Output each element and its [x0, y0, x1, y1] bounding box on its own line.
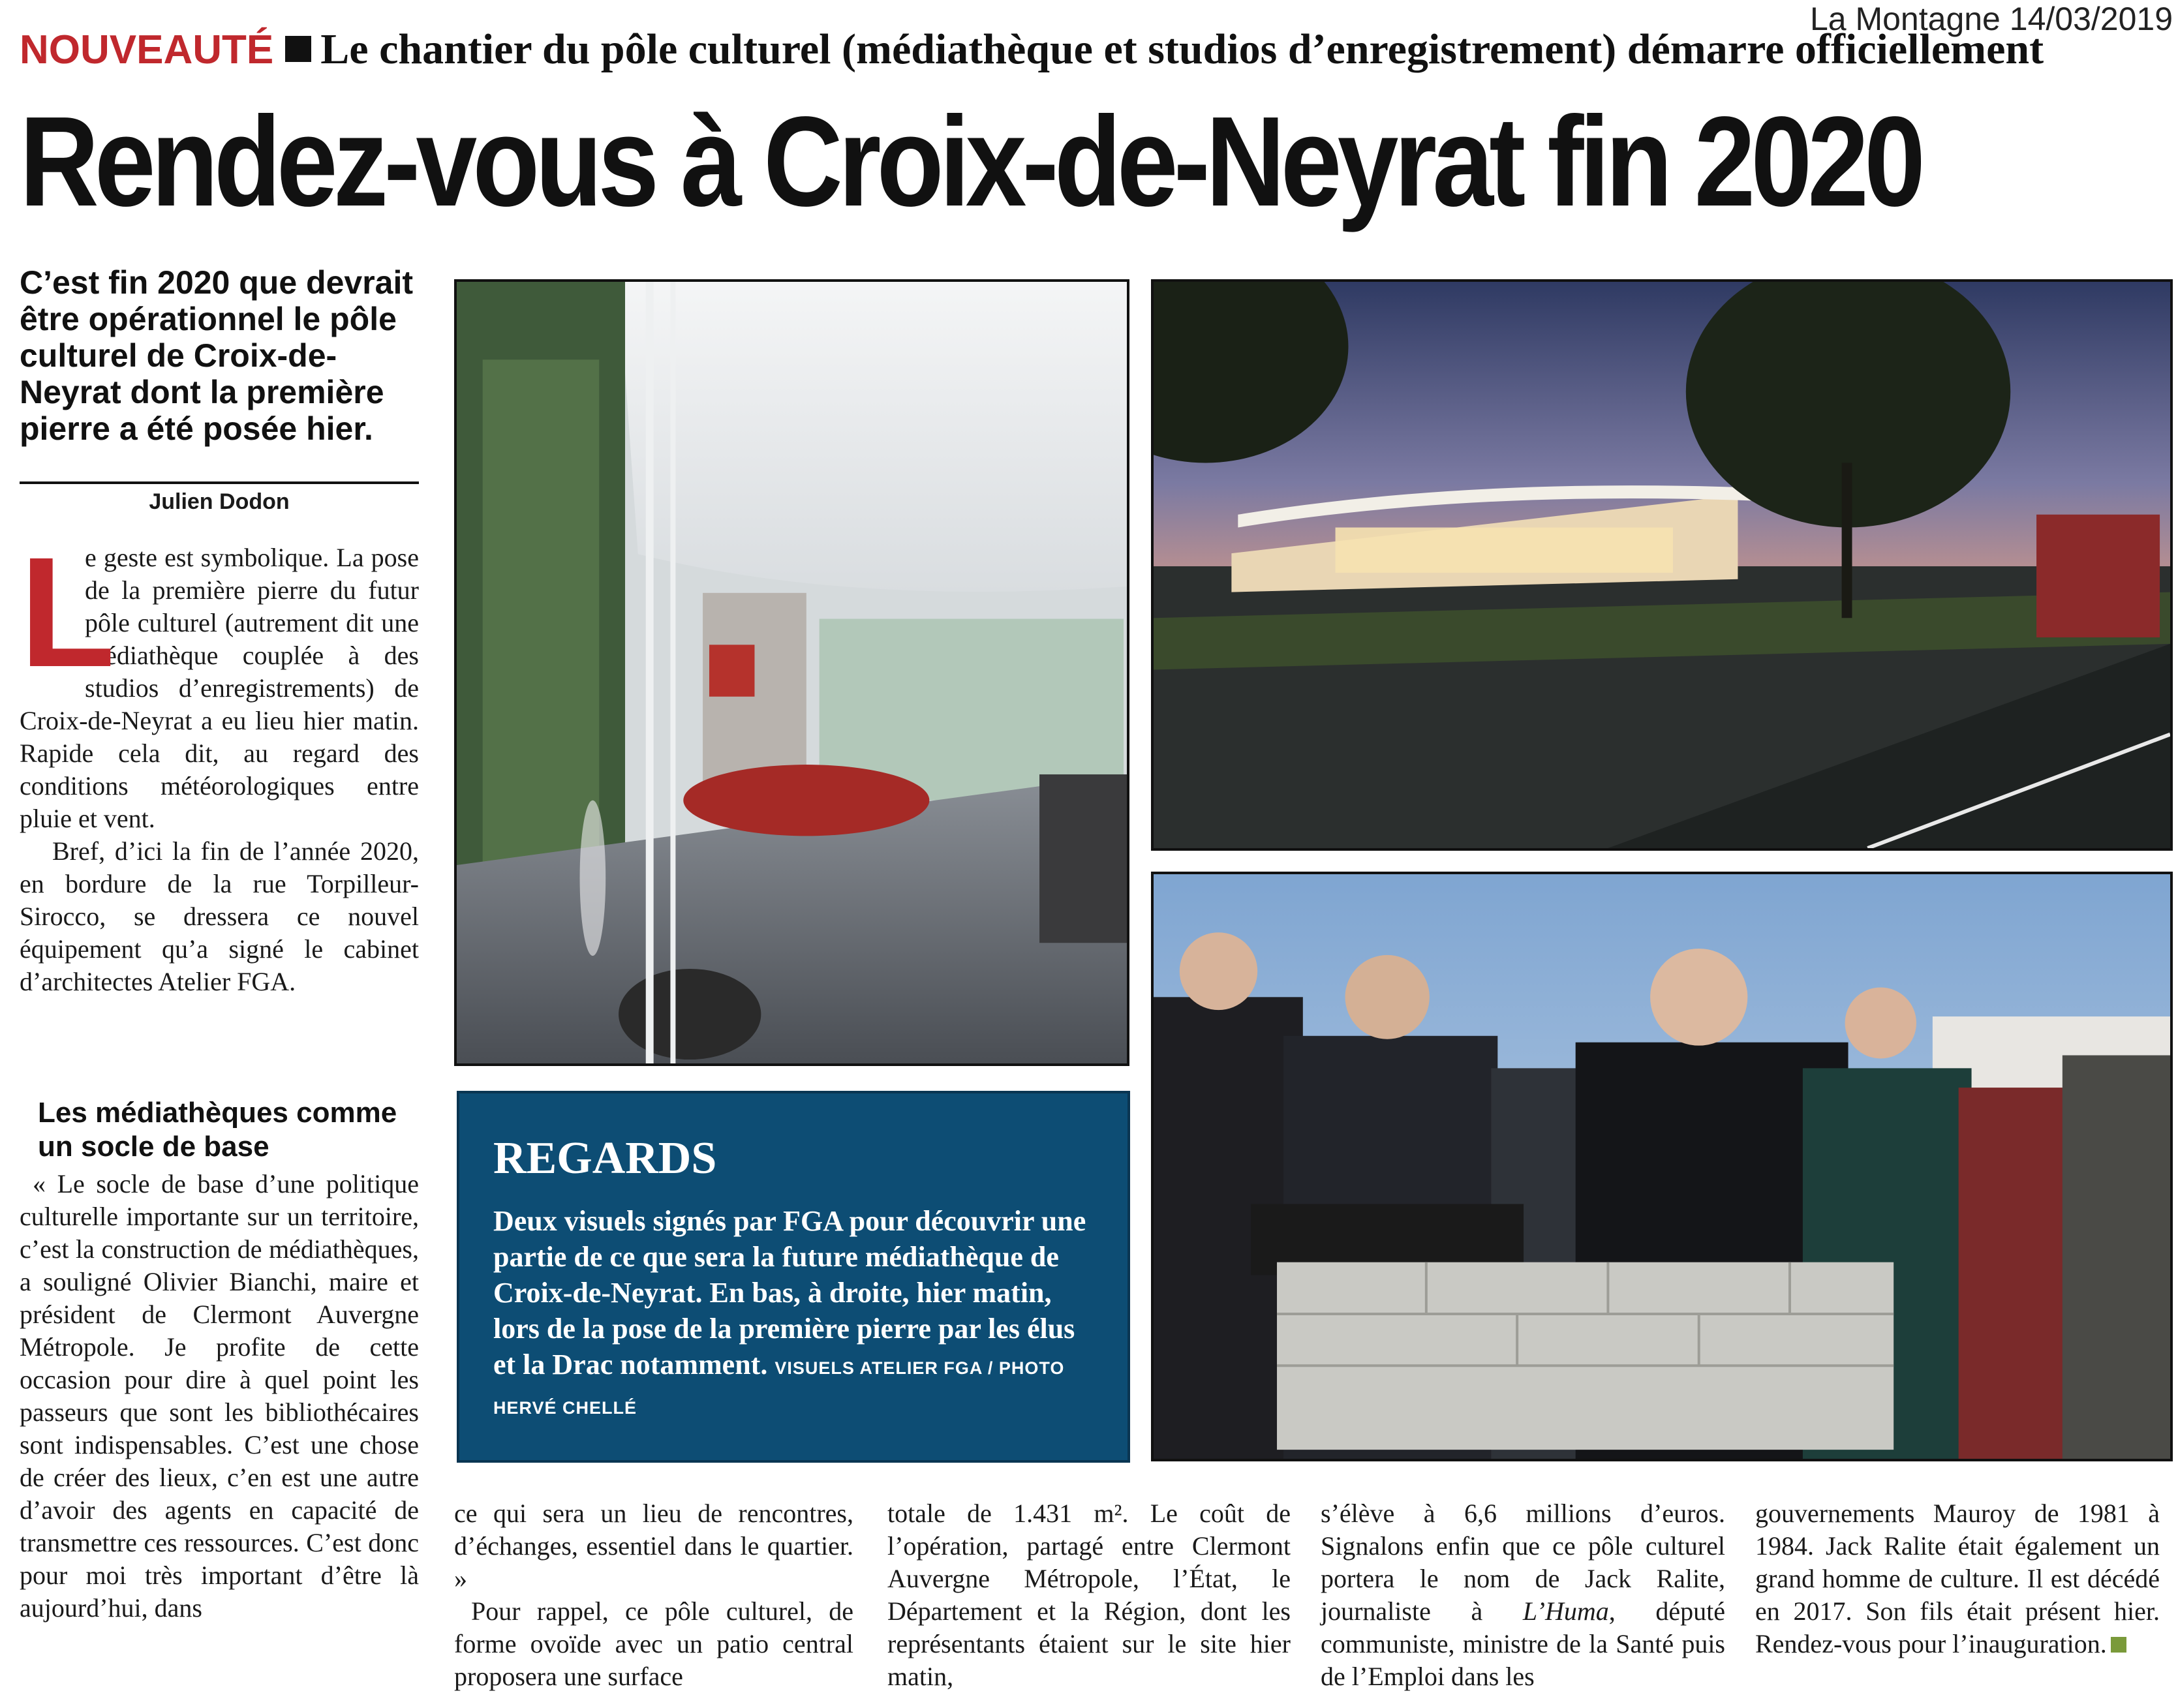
column-5-text: gouvernements Mauroy de 1981 à 1984. Jack Ralite était également un grand homme de culture. Il est décédé en 2017. Son fils était présent hier. Rendez-vous pour l’inauguration. — [1755, 1499, 2160, 1658]
headline: Rendez-vous à Croix-de-Neyrat fin 2020 — [20, 90, 1922, 233]
column-5-paragraph — [1755, 1497, 2160, 1660]
column-4-newspaper-name: L’Huma — [1522, 1596, 1609, 1626]
paragraph-1 — [20, 525, 419, 835]
regards-title: REGARDS — [493, 1133, 717, 1183]
subhead: Les médiathèques comme un socle de base — [38, 1097, 397, 1163]
exterior-rendering-image — [1151, 279, 2173, 851]
article-column-5 — [1755, 1497, 2160, 1660]
kicker-label: NOUVEAUTÉ — [20, 27, 274, 72]
ceremony-photo — [1151, 872, 2173, 1461]
regards-caption — [493, 1203, 1094, 1426]
article-column-1 — [20, 525, 419, 998]
article-column-4 — [1321, 1497, 1725, 1693]
kicker-row — [20, 25, 2173, 74]
paragraph-3: « Le socle de base d’une politique culturelle importante sur un territoire, c’est la construction de médiathèques, a souligné Olivier Bianchi, maire et président de Clermont Auvergne Métropole. Je profite de cette occasion pour dire à quel point les passeurs que sont les bibliothécaires sont indispensables. C’est une chose de créer des lieux, c’en est une autre d’avoir des agents en capacité de transmettre ces ressources. C’est donc pour moi très important d’être là aujourd’hui, dans — [20, 1169, 419, 1623]
byline: Julien Dodon — [20, 481, 419, 515]
column-3-paragraph: totale de 1.431 m². Le coût de l’opération, partagé entre Clermont Auvergne Métropole, l’État, le Département et la Région, dont les représentants étaient sur le site hier matin, — [887, 1499, 1291, 1691]
source-line: La Montagne 14/03/2019 — [1809, 1, 2173, 37]
regards-caption-text: Deux visuels signés par FGA pour découvrir une partie de ce que sera la future médiathèque de Croix-de-Neyrat. En bas, à droite, hier matin, lors de la pose de la première pierre par les élus et la Drac notamment. — [493, 1205, 1086, 1380]
photo-credit: VISUELS ATELIER FGA / PHOTO HERVÉ CHELLÉ — [493, 1358, 1065, 1418]
end-mark-icon — [2111, 1637, 2126, 1653]
column-4-text-a: s’élève à 6,6 millions d’euros. Signalons enfin que ce pôle culturel portera le nom de Jack Ralite, journaliste à — [1321, 1499, 1725, 1626]
article-column-1-continued — [20, 1168, 419, 1624]
column-4-paragraph — [1321, 1497, 1725, 1693]
kicker-square-icon — [285, 36, 311, 62]
kicker-text: Le chantier du pôle culturel (médiathèque et studios d’enregistrement) démarre officiellement — [320, 25, 2044, 73]
paragraph-2: Bref, d’ici la fin de l’année 2020, en bordure de la rue Torpilleur-Sirocco, se dressera ce nouvel équipement qu’a signé le cabinet d’architectes Atelier FGA. — [20, 836, 419, 996]
chapo: C’est fin 2020 que devrait être opérationnel le pôle culturel de Croix-de-Neyrat dont la première pierre a été posée hier. — [20, 264, 414, 447]
column-2-paragraph-a: ce qui sera un lieu de rencontres, d’échanges, essentiel dans le quartier. » — [454, 1499, 853, 1593]
column-4-text-b: , député communiste, ministre de la Santé puis de l’Emploi dans les — [1321, 1596, 1725, 1691]
article-column-2 — [454, 1497, 853, 1693]
article-column-3 — [887, 1497, 1291, 1693]
regards-box — [457, 1091, 1130, 1463]
interior-rendering-image — [454, 279, 1129, 1066]
column-2-paragraph-b: Pour rappel, ce pôle culturel, de forme ovoïde avec un patio central proposera une surface — [454, 1596, 853, 1691]
dropcap-letter: L — [20, 525, 115, 699]
dropcap — [20, 525, 115, 699]
paragraph-1-text: e geste est symbolique. La pose de la première pierre du futur pôle culturel (autrement dit une médiathèque couplée à des studios d’enregistrements) de Croix-de-Neyrat a eu lieu hier matin. Rapide cela dit, au regard des conditions météorologiques entre pluie et vent. — [20, 543, 419, 833]
